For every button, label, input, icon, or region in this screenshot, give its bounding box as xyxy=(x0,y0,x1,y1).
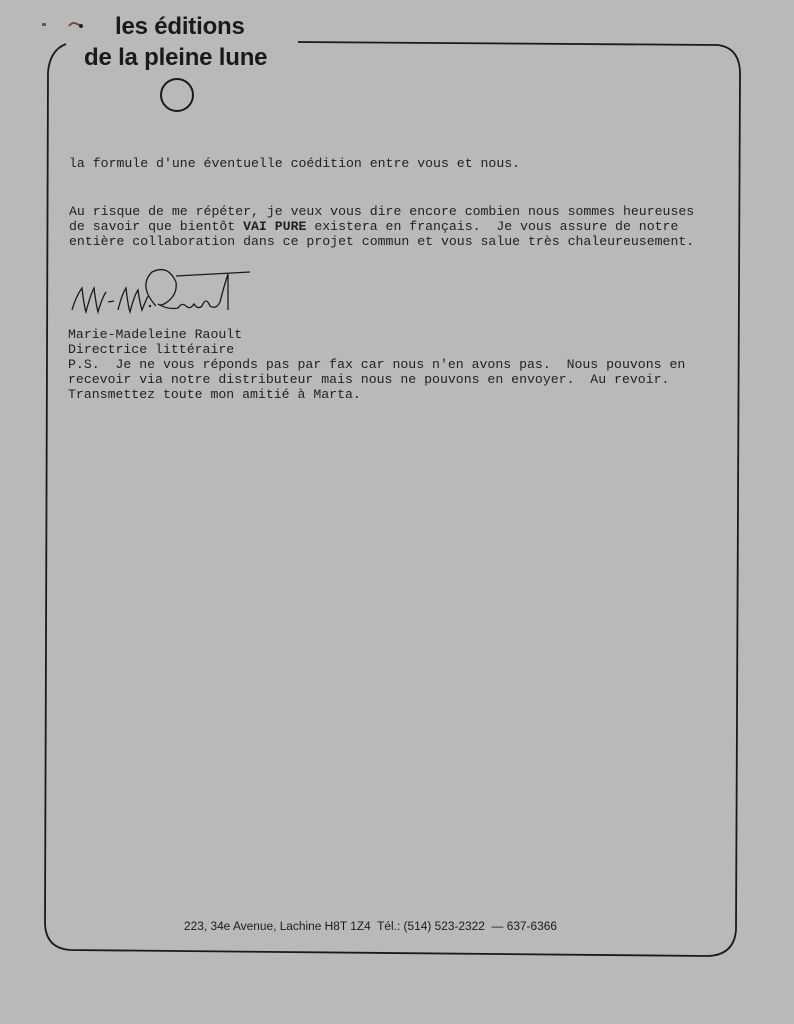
book-title: VAI PURE xyxy=(243,219,307,234)
letterhead-title-line1: les éditions xyxy=(115,13,245,40)
signature-block xyxy=(68,327,685,402)
moon-circle-icon xyxy=(160,78,194,112)
paragraph-2-line-1: Au risque de me répéter, je veux vous dire encore combien nous sommes heureuses xyxy=(69,204,695,219)
footer-address: 223, 34e Avenue, Lachine H8T 1Z4 Tél.: (514) 523-2322 — 637-6366 xyxy=(184,919,557,933)
letterhead-title-line2: de la pleine lune xyxy=(84,44,268,71)
postscript-line-1: P.S. Je ne vous réponds pas par fax car nous n'en avons pas. Nous pouvons en xyxy=(68,357,686,372)
paragraph-2-line-3: entière collaboration dans ce projet commun et vous salue très chaleureusement. xyxy=(69,234,695,249)
paragraph-2-line-2-start: de savoir que bientôt xyxy=(69,219,244,234)
logo-mark-icon xyxy=(68,20,84,28)
handwritten-signature xyxy=(68,266,258,326)
paper-speck xyxy=(42,23,46,26)
signatory-name: Marie-Madeleine Raoult xyxy=(68,327,243,342)
paragraph-2-line-2-end: existera en français. Je vous assure de notre xyxy=(306,219,679,234)
postscript-line-2: recevoir via notre distributeur mais nous ne pouvons en envoyer. Au revoir. xyxy=(68,372,670,387)
letter-paragraph-1: la formule d'une éventuelle coédition entre vous et nous. xyxy=(69,156,521,171)
postscript-line-3: Transmettez toute mon amitié à Marta. xyxy=(68,387,361,402)
signatory-title: Directrice littéraire xyxy=(68,342,235,357)
letter-paragraph-2 xyxy=(69,204,694,249)
